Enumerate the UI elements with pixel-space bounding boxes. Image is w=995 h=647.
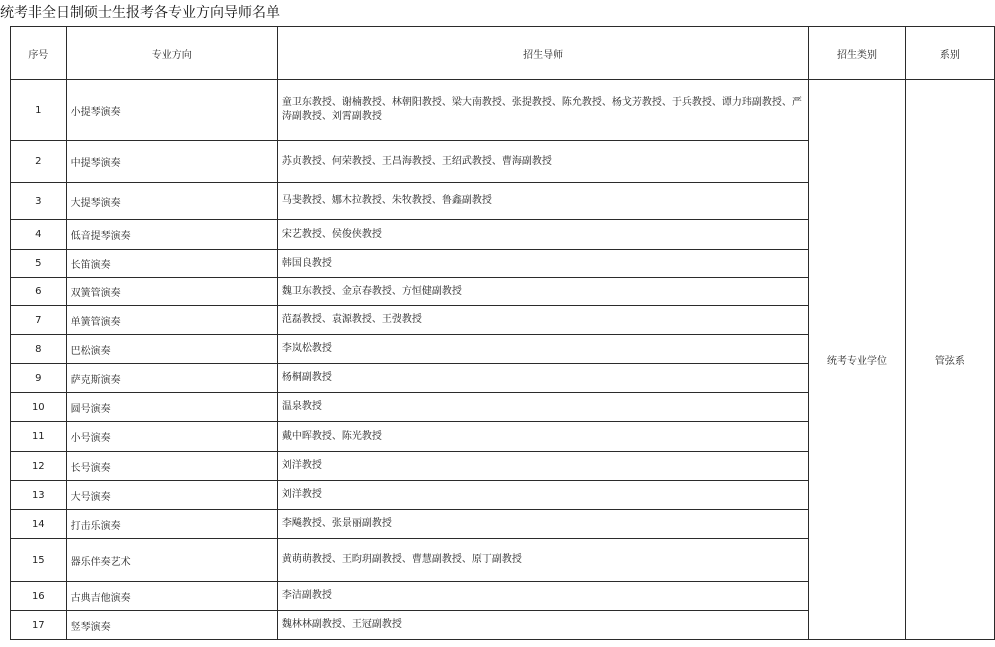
header-department: 系别 [905,27,994,80]
tutors-cell: 宋艺教授、侯俊侠教授 [277,220,809,250]
row-number: 10 [11,393,67,422]
major-cell: 巴松演奏 [66,335,277,364]
tutors-cell: 李飚教授、张景丽副教授 [277,510,809,539]
major-cell: 古典吉他演奏 [66,582,277,611]
header-row [11,27,995,80]
tutors-cell: 杨桐副教授 [277,364,809,393]
major-cell: 大提琴演奏 [66,183,277,220]
major-cell: 长号演奏 [66,452,277,481]
row-number: 9 [11,364,67,393]
tutors-cell: 温泉教授 [277,393,809,422]
major-cell: 长笛演奏 [66,250,277,278]
major-cell: 打击乐演奏 [66,510,277,539]
row-number: 4 [11,220,67,250]
row-number: 8 [11,335,67,364]
tutors-cell: 魏林林副教授、王冠副教授 [277,611,809,640]
row-number: 16 [11,582,67,611]
row-number: 6 [11,278,67,306]
major-cell: 器乐伴奏艺术 [66,539,277,582]
major-cell: 低音提琴演奏 [66,220,277,250]
major-cell: 圆号演奏 [66,393,277,422]
row-number: 14 [11,510,67,539]
tutor-table [10,26,995,640]
header-category: 招生类别 [809,27,905,80]
row-number: 1 [11,80,67,141]
row-number: 11 [11,422,67,452]
header-major: 专业方向 [66,27,277,80]
category-cell: 统考专业学位 [809,80,905,640]
header-no: 序号 [11,27,67,80]
row-number: 15 [11,539,67,582]
row-number: 5 [11,250,67,278]
document-title: 统考非全日制硕士生报考各专业方向导师名单 [0,5,280,21]
tutors-cell: 黄萌萌教授、王昀玥副教授、曹慧副教授、原丁副教授 [277,539,809,582]
row-number: 17 [11,611,67,640]
tutors-cell: 戴中晖教授、陈光教授 [277,422,809,452]
major-cell: 中提琴演奏 [66,141,277,183]
tutors-cell: 李岚松教授 [277,335,809,364]
tutors-cell: 马斐教授、娜木拉教授、朱牧教授、鲁鑫副教授 [277,183,809,220]
row-number: 7 [11,306,67,335]
tutors-cell: 苏贞教授、何荣教授、王昌海教授、王绍武教授、曹海副教授 [277,141,809,183]
major-cell: 萨克斯演奏 [66,364,277,393]
table-row [11,80,995,141]
row-number: 2 [11,141,67,183]
major-cell: 双簧管演奏 [66,278,277,306]
row-number: 13 [11,481,67,510]
major-cell: 大号演奏 [66,481,277,510]
department-cell: 管弦系 [905,80,994,640]
major-cell: 单簧管演奏 [66,306,277,335]
row-number: 3 [11,183,67,220]
tutors-cell: 范磊教授、袁源教授、王弢教授 [277,306,809,335]
tutors-cell: 刘洋教授 [277,452,809,481]
major-cell: 小提琴演奏 [66,80,277,141]
major-cell: 竖琴演奏 [66,611,277,640]
row-number: 12 [11,452,67,481]
tutors-cell: 童卫东教授、谢楠教授、林朝阳教授、梁大南教授、张提教授、陈允教授、杨戈芳教授、于兵教授、谭力玮副教授、严涛副教授、刘霄副教授 [277,80,809,141]
tutors-cell: 李洁副教授 [277,582,809,611]
header-tutors: 招生导师 [277,27,809,80]
tutors-cell: 刘洋教授 [277,481,809,510]
tutors-cell: 韩国良教授 [277,250,809,278]
major-cell: 小号演奏 [66,422,277,452]
tutors-cell: 魏卫东教授、金京春教授、方恒健副教授 [277,278,809,306]
